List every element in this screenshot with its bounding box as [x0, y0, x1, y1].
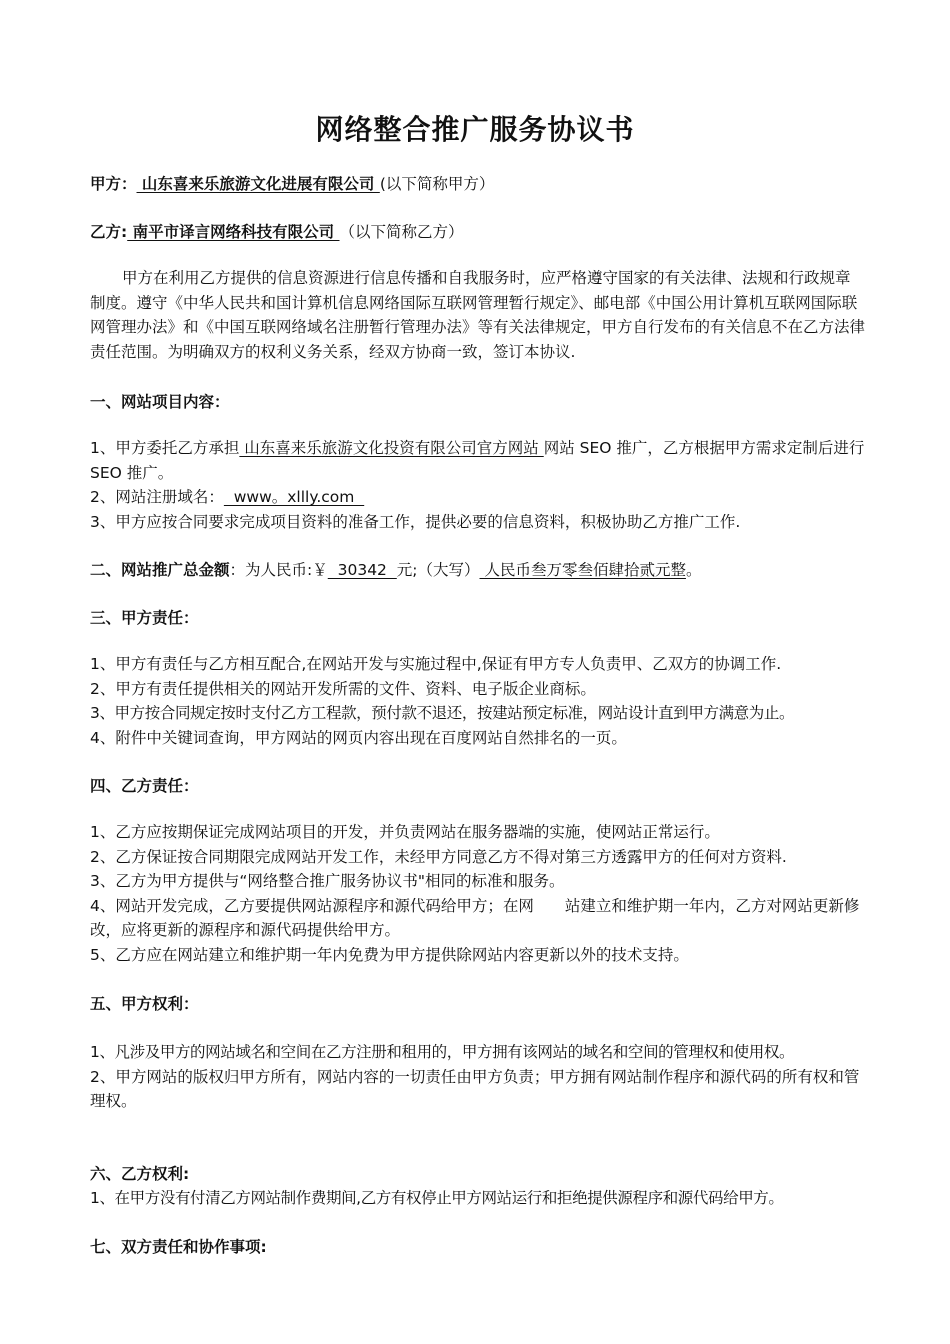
section-1-item-2 [90, 485, 865, 510]
section-1-item-3: 3、甲方应按合同要求完成项目资料的准备工作，提供必要的信息资料，积极协助乙方推广工作. [90, 512, 741, 531]
section-4-item: 5、乙方应在网站建立和维护期一年内免费为甲方提供除网站内容更新以外的技术支持。 [90, 945, 689, 964]
website-name: 山东喜来乐旅游文化投资有限公司官方网站 [239, 439, 544, 457]
section-3-heading: 三、甲方责任： [90, 609, 199, 627]
section-3-items [90, 652, 865, 750]
item-text: 1、甲方委托乙方承担 [90, 439, 240, 457]
party-b-label: 乙方: [90, 223, 128, 241]
item-text: 2、网站注册域名： [90, 488, 224, 506]
item-text: 。 [685, 561, 702, 579]
section-1-heading: 一、网站项目内容： [90, 393, 230, 411]
party-a-suffix: (以下简称甲方） [379, 175, 495, 193]
section-1-items [90, 436, 865, 534]
amount-chinese: 人民币叁万零叁佰肆拾贰元整 [479, 561, 686, 579]
party-a-name: 山东喜来乐旅游文化进展有限公司 [136, 175, 380, 193]
intro-paragraph: 甲方在利用乙方提供的信息资源进行信息传播和自我服务时，应严格遵守国家的有关法律、法规和行政规章制度。遵守《中华人民共和国计算机信息网络国际互联网管理暂行规定》、邮电部《中国公用计算机互联网国际联网管理办法》和《中国互联网络域名注册暂行管理办法》等有关法律规定，甲方自行发布的有关信息不在乙方法律责任范围。为明确双方的权利义务关系，经双方协商一致，签订本协议. [90, 269, 866, 361]
section-6-item: 1、在甲方没有付清乙方网站制作费期间,乙方有权停止甲方网站运行和拒绝提供源程序和源代码给甲方。 [90, 1189, 784, 1207]
section-4-item: 4、网站开发完成，乙方要提供网站源程序和源代码给甲方；在网 站建立和维护期一年内，乙方对网站更新修改，应将更新的源程序和源代码提供给甲方。 [90, 896, 860, 939]
section-4-heading: 四、乙方责任： [90, 777, 199, 795]
section-3-item: 4、附件中关键词查询，甲方网站的网页内容出现在百度网站自然排名的一页。 [90, 728, 627, 747]
section-5-items [90, 1040, 865, 1114]
section-6-heading: 六、乙方权利: [90, 1165, 190, 1183]
party-b-line [90, 220, 865, 245]
section-4-items [90, 820, 865, 967]
item-text: 元;（大写） [396, 561, 480, 579]
section-4-item: 3、乙方为甲方提供与“网络整合推广服务协议书"相同的标准和服务。 [90, 872, 565, 890]
domain-name: www。xllly.com [223, 488, 365, 506]
section-4-item: 1、乙方应按期保证完成网站项目的开发，并负责网站在服务器端的实施，使网站正常运行。 [90, 823, 720, 841]
section-2-heading: 二、网站推广总金额 [90, 561, 230, 579]
section-5-item: 1、凡涉及甲方的网站域名和空间在乙方注册和租用的，甲方拥有该网站的域名和空间的管理权和使用权。 [90, 1043, 795, 1061]
party-a-line [90, 172, 865, 197]
section-7-heading: 七、双方责任和协作事项: [90, 1238, 267, 1256]
party-b-name: 南平市译言网络科技有限公司 [127, 223, 340, 241]
item-text: ：为人民币:￥ [229, 561, 328, 579]
item-text: 网站 SEO 推广，乙方根据甲方需求定制后进行 SEO 推广。 [90, 439, 865, 482]
section-4-item: 2、乙方保证按合同期限完成网站开发工作，未经甲方同意乙方不得对第三方透露甲方的任何对方资料. [90, 847, 787, 866]
amount-number: 30342 [327, 561, 397, 579]
party-b-suffix: （以下简称乙方） [339, 223, 464, 241]
section-3-item: 1、甲方有责任与乙方相互配合,在网站开发与实施过程中,保证有甲方专人负责甲、乙双方的协调工作. [90, 655, 782, 673]
document-title: 网络整合推广服务协议书 [315, 113, 635, 146]
section-3-item: 3、甲方按合同规定按时支付乙方工程款，预付款不退还，按建站预定标准，网站设计直到甲方满意为止。 [90, 704, 795, 722]
section-3-item: 2、甲方有责任提供相关的网站开发所需的文件、资料、电子版企业商标。 [90, 679, 596, 698]
section-6-items [90, 1186, 865, 1211]
party-a-label: 甲方： [90, 175, 137, 193]
section-2-line [90, 558, 865, 583]
section-5-heading: 五、甲方权利： [90, 995, 199, 1013]
section-5-item: 2、甲方网站的版权归甲方所有，网站内容的一切责任由甲方负责；甲方拥有网站制作程序和源代码的所有权和管理权。 [90, 1067, 860, 1110]
section-1-item-1 [90, 436, 865, 485]
